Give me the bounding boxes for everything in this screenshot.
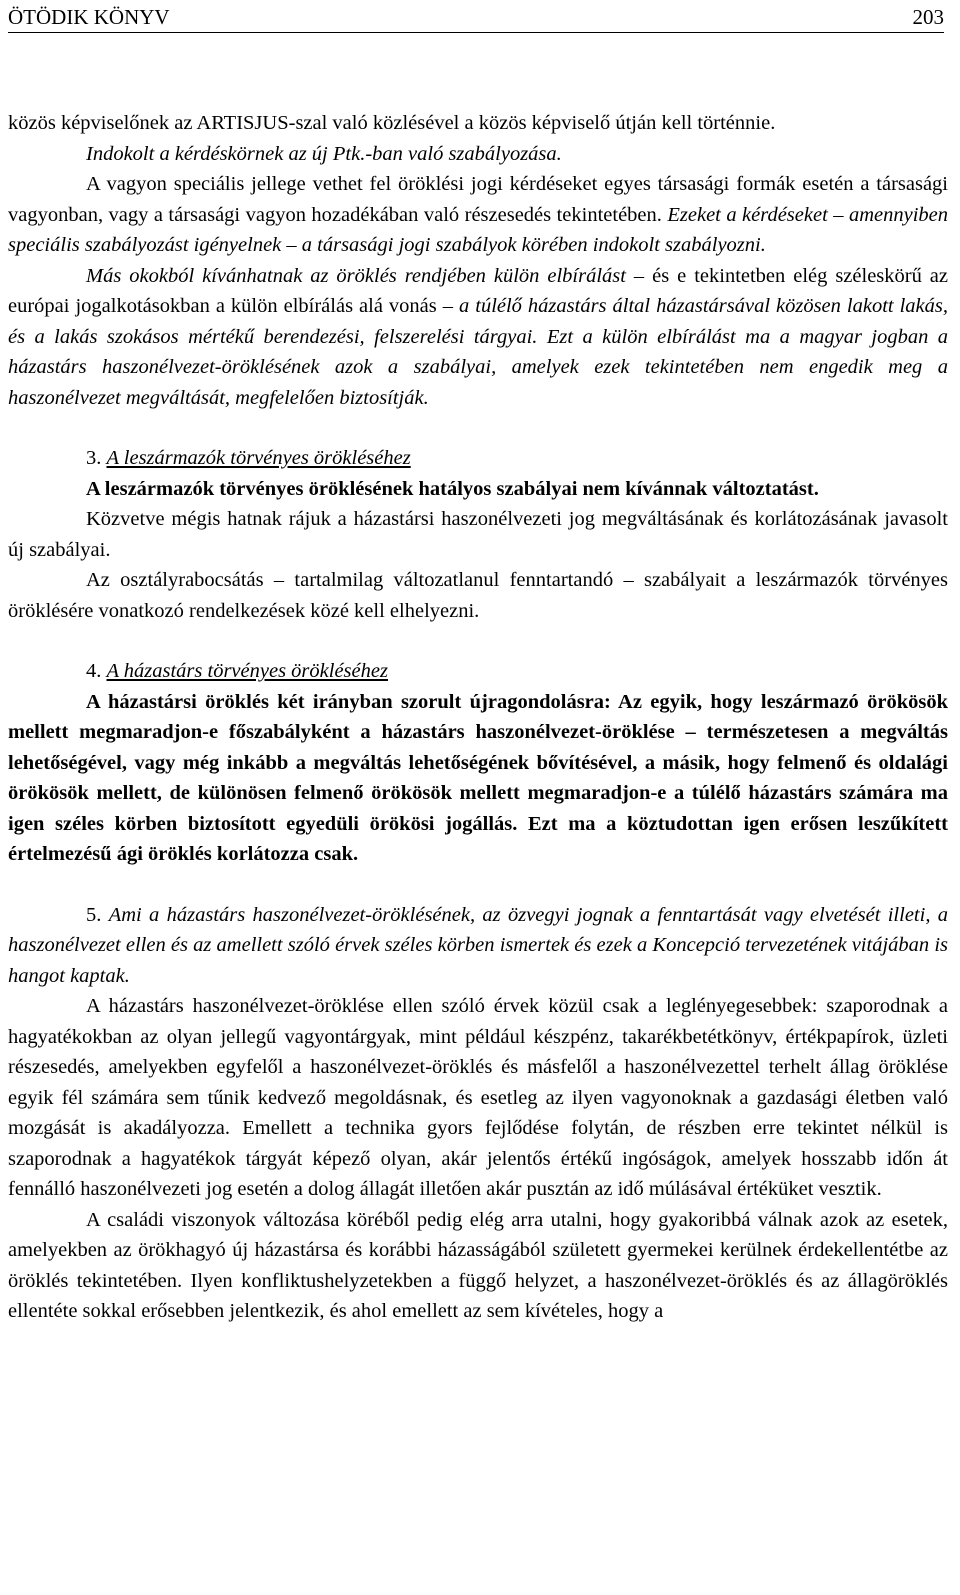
running-header [8, 2, 944, 33]
section-5-paragraph-2: A családi viszonyok változása köréből pedig elég arra utalni, hogy gyakoribbá válnak azok az esetek, amelyekben az örökhagyó új házastársa és korábbi házasságából született gyermekei kerülnek érdekellentétbe az öröklés tekintetében. Ilyen konfliktushelyzetekben a függő helyzet, a haszonélvezet-öröklés és az állagöröklés ellentéte sokkal erősebben jelentkezik, és ahol emellett az sem kívételes, hogy a [8, 1208, 948, 1322]
section-3-number: 3. [86, 447, 107, 469]
page-body [8, 108, 948, 1327]
section-3-title: A leszármazók törvényes örökléséhez [106, 447, 411, 469]
section-3-paragraph-1: Közvetve mégis hatnak rájuk a házastársi haszonélvezeti jog megváltásának és korlátozásának javasolt új szabályai. [8, 508, 948, 561]
section-5-italic: Ami a házastárs haszonélvezet-öröklésének, az özvegyi jognak a fenntartását vagy elvetését illeti, a haszonélvezet ellen és az amellett szóló érvek széles körben ismertek és ezek a Koncepció tervezetének vitájában is hangot kaptak. [8, 903, 949, 987]
header-book-title: ÖTÖDIK KÖNYV [8, 5, 170, 29]
section-4-title: A házastárs törvényes örökléséhez [106, 660, 388, 682]
paragraph-dwelling-italic-b: a túlélő házastárs által házastársával közösen lakott lakás, és a lakás szokásos mértékű berendezési, felszerelési tárgyai. Ezt a külön elbírálást ma a magyar jogban a házastárs haszonélvezet-öröklésének azok a szabályai, amelyek ezek tekintetében nem engedik meg a haszonélvezet megváltását, megfelelően biztosítják. [8, 295, 948, 409]
paragraph-dwelling [8, 261, 948, 414]
section-4-heading [8, 656, 948, 687]
section-5-paragraph-1: A házastárs haszonélvezet-öröklése ellen szóló érvek közül csak a leglényegesebbek: szaporodnak a hagyatékokban az olyan jellegű vagyontárgyak, mint például készpénz, takarékbetétkönyv, értékpapírok, üzleti részesedés, amelyekben egyfelől a haszonélvezet-öröklés és másfelől a haszonélvezettel terhelt állag öröklése egyik fél számára sem tűnik kedvező megoldásnak, és esetleg az ilyen vagyonoknak a gazdasági életben való mozgását is akadályozza. Emellett a technika gyors fejlődése folytán, de részben erre tekintet nélkül is szaporodnak a hagyatékok tárgyát képező olyan, akár jelentős értékű ingóságok, amelyek hosszabb időn át fennálló haszonélvezeti jog esetén a dolog állagát illetően akár pusztán az idő múlásával értéküket vesztik. [8, 995, 948, 1200]
paragraph-continuation: közös képviselőnek az ARTISJUS-szal való közlésével a közös képviselő útján kell történnie. [8, 112, 776, 134]
section-4-bold-statement: A házastársi öröklés két irányban szorult újragondolásra: Az egyik, hogy leszármazó örökösök mellett megmaradjon-e főszabályként a házastárs haszonélvezet-öröklése – természetesen a megváltás lehetőségével, vagy még inkább a megváltás lehetőségének bővítésével, a másik, hogy felmenő és oldalági örökösök mellett, de különösen felmenő örökösök mellett megmaradjon-e a túlélő házastárs számára ma igen széles körben biztosított egyedüli örökösi jogállás. Ezt ma a köztudottan igen erősen leszűkített értelmezésű ági öröklés korlátozza csak. [8, 690, 948, 865]
section-3-heading [8, 443, 948, 474]
section-3-paragraph-2: Az osztályrabocsátás – tartalmilag változatlanul fenntartandó – szabályait a leszármazók törvényes öröklésére vonatkozó rendelkezések közé kell elhelyezni. [8, 569, 948, 622]
header-page-number: 203 [912, 5, 944, 29]
paragraph-company-assets-text: A vagyon speciális jellege vethet fel öröklési jogi kérdéseket egyes társasági formák esetén a társasági vagyonban, vagy a társasági vagyon hozadékában való részesedés tekintetében. [8, 173, 948, 226]
section-5-number: 5. [86, 903, 109, 926]
paragraph-company-assets [8, 169, 948, 261]
section-5-intro [8, 900, 948, 992]
paragraph-italic-note: Indokolt a kérdéskörnek az új Ptk.-ban való szabályozása. [86, 142, 562, 165]
paragraph-dwelling-text: – és e tekintetben elég széleskörű az európai jogalkotásokban a külön elbírálás alá vonás – [8, 264, 948, 317]
paragraph-company-assets-italic: Ezeket a kérdéseket – amennyiben speciális szabályozást igényelnek – a társasági jogi szabályok körében indokolt szabályozni. [8, 203, 949, 256]
section-4-number: 4. [86, 660, 107, 682]
paragraph-dwelling-italic-a: Más okokból kívánhatnak az öröklés rendjében külön elbírálást [86, 264, 626, 287]
section-3-bold-statement: A leszármazók törvényes öröklésének hatályos szabályai nem kívánnak változtatást. [86, 477, 819, 500]
